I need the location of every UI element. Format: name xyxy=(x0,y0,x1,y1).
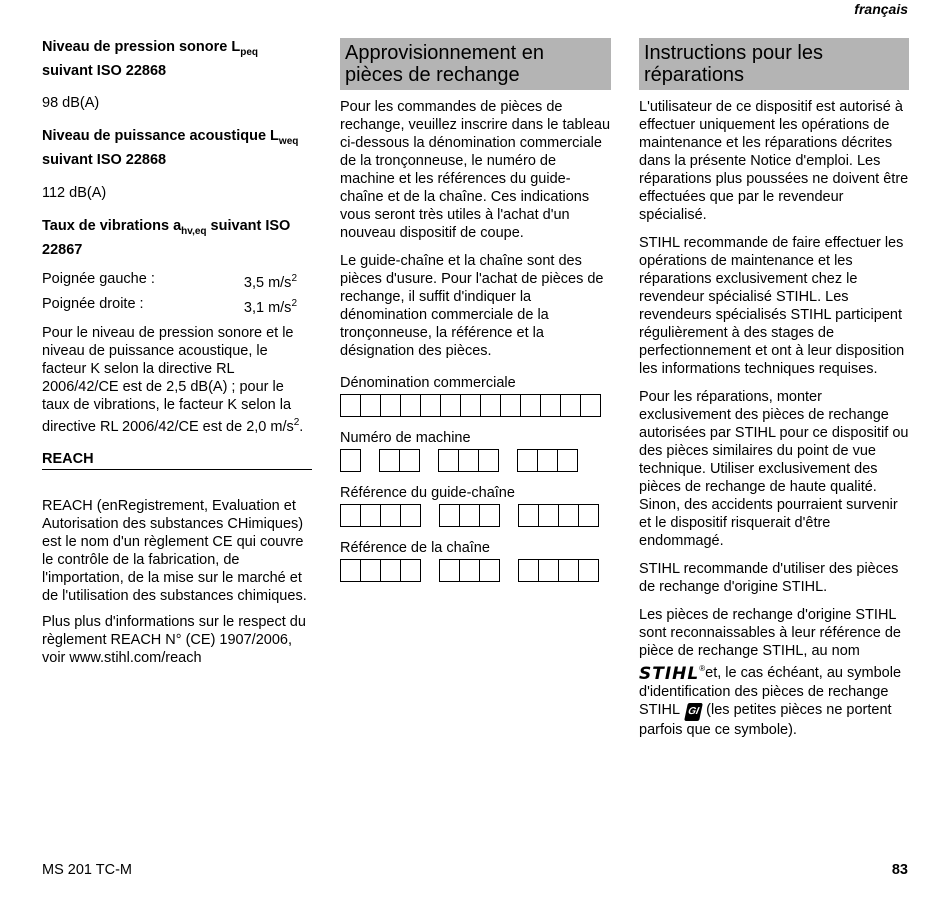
field-label-trade-name: Dénomination commerciale xyxy=(340,375,516,391)
left-handle-label: Poignée gauche : xyxy=(42,270,155,287)
footer-model: MS 201 TC-M xyxy=(42,862,132,878)
sound-power-heading: Niveau de puissance acoustique $L_{weq}$ suivant ISO 22868 xyxy=(42,127,299,168)
k-factor-note: Pour le niveau de pression sonore et le niveau de puissance acoustique, le facteur K selon la directive RL 2006/42/CE est de 2,5 dB(A) ; pour le taux de vibrations, le facteur K selon la directive RL 2006/42/CE est de 2,0 $m/s^2$. xyxy=(42,325,304,436)
column-left xyxy=(42,38,312,667)
reach-paragraph-2: Plus plus d'informations sur le respect du règlement REACH N° (CE) 1907/2006, voir www.stihl.com/reach xyxy=(42,614,306,667)
trade-name-boxes xyxy=(340,394,611,417)
page-number: 83 xyxy=(891,862,908,878)
right-handle-row xyxy=(42,295,297,317)
guide-bar-boxes xyxy=(340,504,611,527)
chain-boxes xyxy=(340,559,611,582)
right-handle-value: 3,1 $m/s^2$ xyxy=(243,297,297,316)
field-label-machine-number: Numéro de machine xyxy=(340,430,471,446)
repair-paragraph-4: STIHL recommande d'utiliser des pièces de rechange d'origine STIHL. xyxy=(639,561,899,595)
right-handle-label: Poignée droite : xyxy=(42,295,144,312)
stihl-logo: STIHL xyxy=(639,663,700,684)
stihl-gi-icon: GI xyxy=(684,703,702,721)
repair-paragraph-3: Pour les réparations, monter exclusivement des pièces de rechange autorisées par STIHL pour ce dispositif ou des pièces similaires du point de vue technique. Utiliser exclusivement des pièces de rechange de haute qualité. Sinon, des accidents pourraient survenir et le dispositif risquerait d'être endommagé. xyxy=(639,389,909,549)
spare-parts-paragraph-2: Le guide-chaîne et la chaîne sont des pièces d'usure. Pour l'achat de pièces de rechange, il suffit d'indiquer la dénomination commerciale de la tronçonneuse, la référence et la désignation des pièces. xyxy=(340,253,604,359)
sound-pressure-heading: Niveau de pression sonore $L_{peq}$ suivant ISO 22868 xyxy=(42,39,259,79)
sound-power-value: 112 dB(A) xyxy=(42,184,107,201)
left-handle-row xyxy=(42,270,297,292)
spare-parts-paragraph-1: Pour les commandes de pièces de rechange, veuillez inscrire dans le tableau ci-dessous la dénomination commerciale de la tronçonneuse, le numéro de machine et les références du guide-chaîne et de la chaîne. Ces indications vous seront très utiles à l'achat d'un nouveau dispositif de coupe. xyxy=(340,99,611,241)
reach-title: REACH xyxy=(42,450,312,470)
spare-parts-title: Approvisionnement en pièces de rechange xyxy=(340,38,611,90)
repair-title: Instructions pour les réparations xyxy=(639,38,909,90)
column-middle xyxy=(340,38,611,582)
left-handle-value: 3,5 $m/s^2$ xyxy=(243,272,297,291)
vibration-heading: Taux de vibrations $a_{hv,eq}$ suivant ISO 22867 xyxy=(42,217,291,258)
column-right xyxy=(639,38,909,739)
language-label: français xyxy=(854,1,908,17)
repair-paragraph-5: Les pièces de rechange d'origine STIHL sont reconnaissables à leur référence de pièce de rechange STIHL, au nom STIHL®et, le cas échéant, au symbole d'identification des pièces de rechange STIHL GI (les petites pièces ne portent parfois que ce symbole). xyxy=(639,607,902,738)
sound-pressure-value: 98 dB(A) xyxy=(42,94,100,111)
field-label-chain: Référence de la chaîne xyxy=(340,540,490,556)
machine-number-boxes xyxy=(340,449,611,472)
reach-paragraph-1: REACH (enRegistrement, Evaluation et Autorisation des substances CHimiques) est le nom d'un règlement CE qui couvre le contrôle de la fabrication, de l'importation, de la mise sur le marché et de l'utilisation des substances chimiques. xyxy=(42,498,307,605)
field-label-guide-bar: Référence du guide-chaîne xyxy=(340,485,515,501)
repair-paragraph-1: L'utilisateur de ce dispositif est autorisé à effectuer uniquement les opérations de maintenance et les réparations décrites dans la présente Notice d'emploi. Les réparations plus poussées ne doivent être effectuées que par le revendeur spécialisé. xyxy=(639,99,909,223)
repair-paragraph-2: STIHL recommande de faire effectuer les opérations de maintenance et les réparations exclusivement chez le revendeur spécialisé STIHL. Les revendeurs spécialisés STIHL participent régulièrement à des stages de perfectionnement et ont à leur disposition les informations techniques requises. xyxy=(639,235,905,377)
